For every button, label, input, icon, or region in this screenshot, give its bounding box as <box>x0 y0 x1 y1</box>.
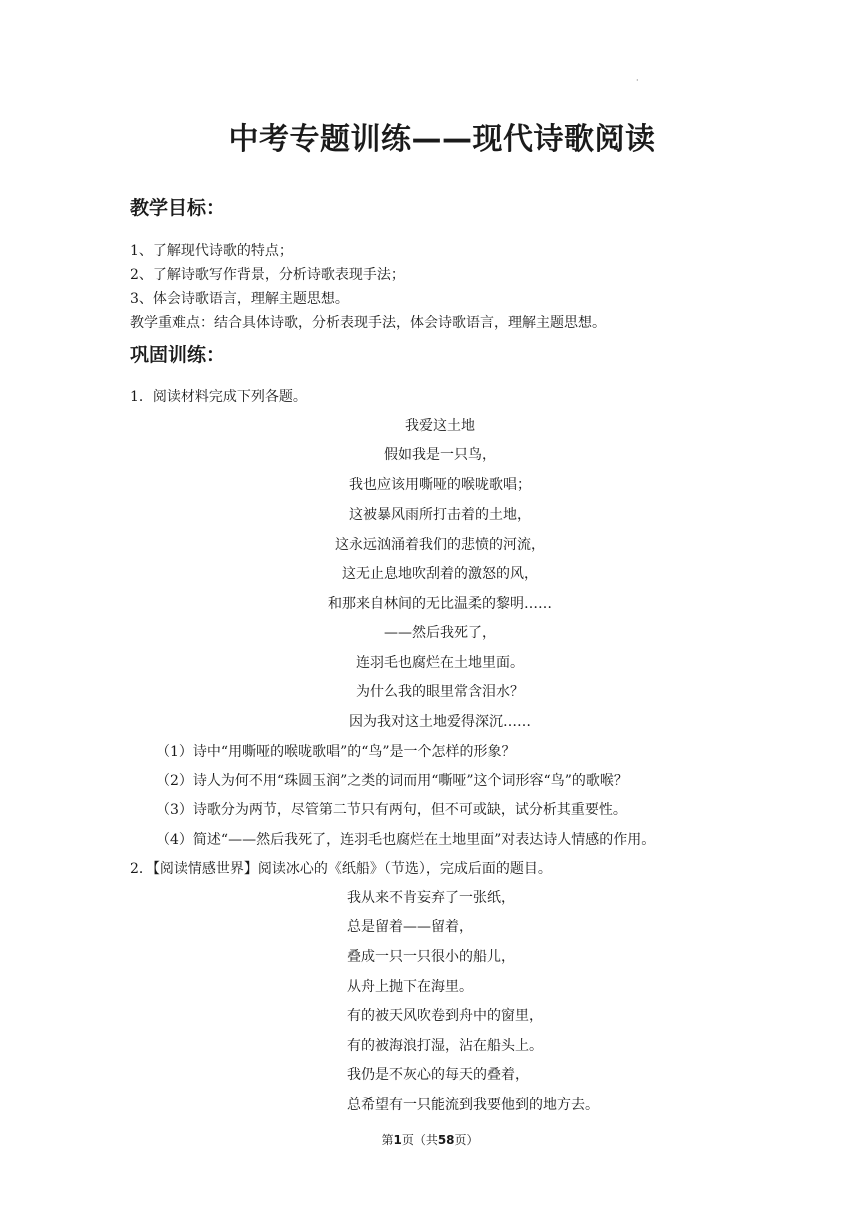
objective-item: 1、了解现代诗歌的特点； <box>130 243 293 259</box>
poem-line: 我从来不肯妄弃了一张纸， <box>347 890 515 906</box>
poem-line: 我也应该用嘶哑的喉咙歌唱； <box>349 477 531 493</box>
sub-question: （1）诗中“用嘶哑的喉咙歌唱”的“鸟”是一个怎样的形象？ <box>156 744 516 760</box>
page-title: 中考专题训练——现代诗歌阅读 <box>228 122 656 157</box>
footer-prefix: 第 <box>381 1133 394 1147</box>
poem-line: 有的被天风吹卷到舟中的窗里， <box>347 1008 543 1024</box>
question-1-intro: 1．阅读材料完成下列各题。 <box>130 389 307 405</box>
objective-item: 2、了解诗歌写作背景，分析诗歌表现手法； <box>130 267 405 283</box>
objective-item: 3、体会诗歌语言，理解主题思想。 <box>130 291 349 307</box>
poem-title: 我爱这土地 <box>405 418 475 434</box>
poem-line: 总是留着——留着， <box>347 919 473 935</box>
poem-line: 为什么我的眼里常含泪水？ <box>356 684 524 700</box>
sub-question: （4）简述“——然后我死了，连羽毛也腐烂在土地里面”对表达诗人情感的作用。 <box>156 832 656 848</box>
footer-suffix: 页） <box>454 1133 479 1147</box>
poem-line: 有的被海浪打湿，沾在船头上。 <box>347 1038 543 1054</box>
poem-line: 这永远汹涌着我们的悲愤的河流， <box>335 537 545 553</box>
poem-line: 总希望有一只能流到我要他到的地方去。 <box>347 1097 599 1113</box>
page-footer <box>0 1131 860 1148</box>
practice-heading: 巩固训练： <box>130 344 226 366</box>
poem-line: ——然后我死了， <box>384 625 496 641</box>
corner-dot: · <box>636 76 639 85</box>
question-2-intro: 2．【阅读情感世界】阅读冰心的《纸船》（节选），完成后面的题目。 <box>130 861 552 877</box>
poem-line: 这被暴风雨所打击着的土地， <box>349 507 531 523</box>
poem-line: 假如我是一只鸟， <box>384 447 496 463</box>
footer-total-pages: 58 <box>437 1133 455 1147</box>
key-difficulties: 教学重难点：结合具体诗歌，分析表现手法，体会诗歌语言，理解主题思想。 <box>130 315 606 331</box>
poem-line: 和那来自林间的无比温柔的黎明…… <box>328 596 552 612</box>
poem-line: 因为我对这土地爱得深沉…… <box>349 714 531 730</box>
footer-middle: 页（共 <box>401 1133 438 1147</box>
poem-line: 这无止息地吹刮着的激怒的风， <box>342 566 538 582</box>
objectives-heading: 教学目标： <box>130 197 226 219</box>
poem-line: 我仍是不灰心的每天的叠着， <box>347 1067 529 1083</box>
sub-question: （3）诗歌分为两节，尽管第二节只有两句，但不可或缺，试分析其重要性。 <box>156 802 627 818</box>
poem-line: 连羽毛也腐烂在土地里面。 <box>356 655 524 671</box>
poem-line: 从舟上抛下在海里。 <box>347 979 473 995</box>
poem-line: 叠成一只一只很小的船儿， <box>347 949 515 965</box>
sub-question: （2）诗人为何不用“珠圆玉润”之类的词而用“嘶哑”这个词形容“鸟”的歌喉？ <box>156 773 628 789</box>
footer-page-number: 1 <box>393 1133 402 1147</box>
